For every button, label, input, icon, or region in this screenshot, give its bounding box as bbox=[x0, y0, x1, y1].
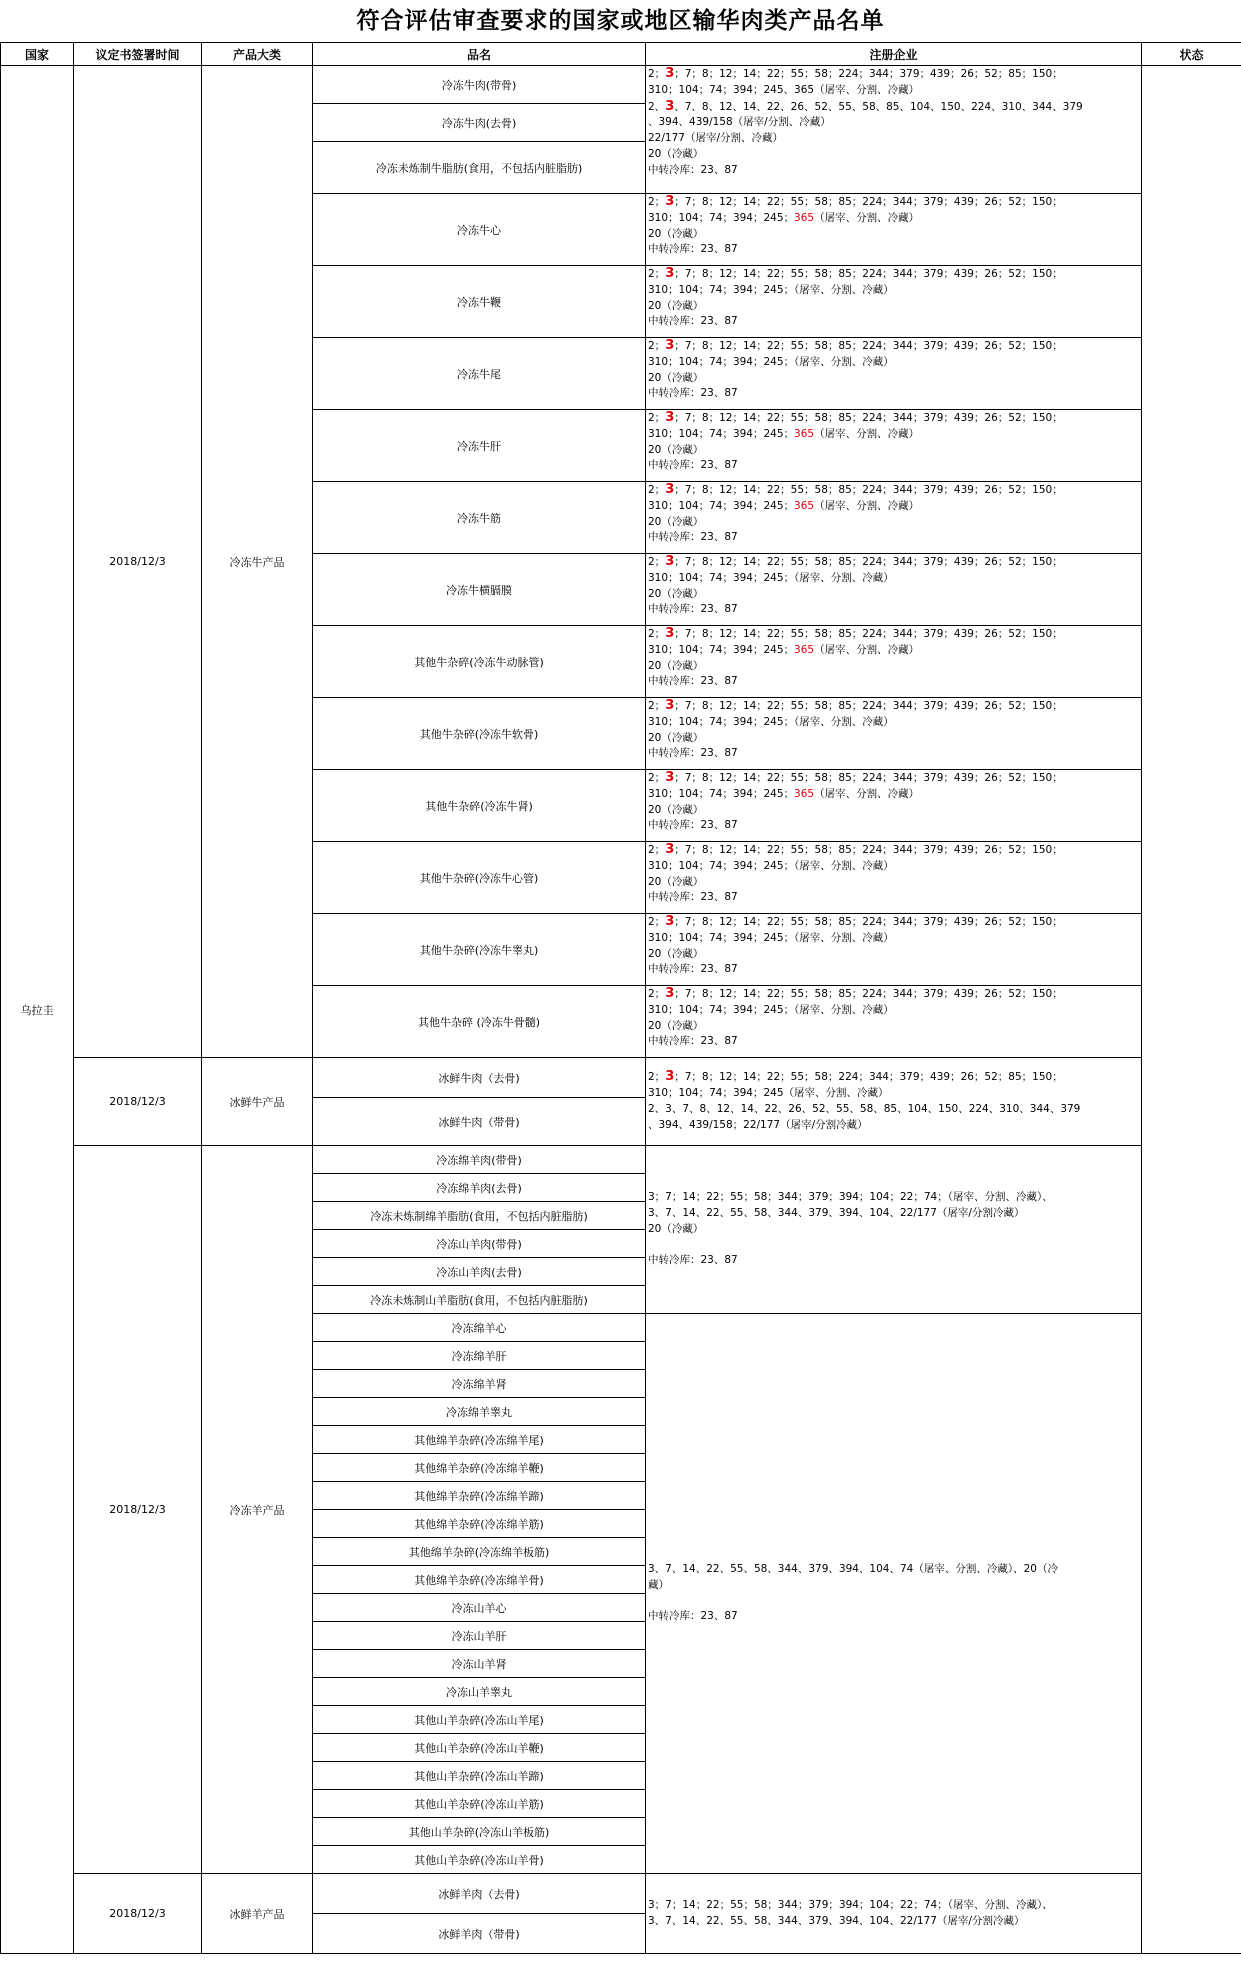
header-status: 状态 bbox=[1142, 43, 1241, 66]
product-name: 其他绵羊杂碎(冷冻绵羊筋) bbox=[313, 1510, 646, 1538]
product-name: 冷冻绵羊肉(去骨) bbox=[313, 1174, 646, 1202]
category-cell: 冷冻羊产品 bbox=[202, 1146, 313, 1874]
product-name: 其他山羊杂碎(冷冻山羊尾) bbox=[313, 1706, 646, 1734]
enterprise-cell: 3；7；14；22；55；58；344；379；394；104；22；74；（屠宰、分割、冷藏）、 3、7、14、22、55、58、344、379、394、104、22/177（屠宰/分割冷藏） bbox=[646, 1874, 1142, 1954]
product-name: 冷冻未炼制山羊脂肪(食用，不包括内脏脂肪) bbox=[313, 1286, 646, 1314]
table-row bbox=[1, 1146, 1241, 1174]
product-name: 冷冻山羊睾丸 bbox=[313, 1678, 646, 1706]
product-name: 冷冻牛肉(带骨) bbox=[313, 66, 646, 104]
header-date: 议定书签署时间 bbox=[74, 43, 202, 66]
enterprise-cell: 2；3；7；8；12；14；22；55；58；85；224；344；379；439；26；52；150； 310；104；74；394；245；365（屠宰、分割、冷藏） 20（冷藏） 中转冷库：23、87 bbox=[646, 626, 1142, 698]
status-cell bbox=[1142, 66, 1241, 1954]
product-name: 其他绵羊杂碎(冷冻绵羊尾) bbox=[313, 1426, 646, 1454]
product-name: 冷冻牛肉(去骨) bbox=[313, 104, 646, 142]
product-name: 冷冻绵羊心 bbox=[313, 1314, 646, 1342]
product-name: 其他牛杂碎 (冷冻牛骨髓) bbox=[313, 986, 646, 1058]
product-name: 冷冻山羊肾 bbox=[313, 1650, 646, 1678]
product-name: 冷冻牛横膈膜 bbox=[313, 554, 646, 626]
product-name: 冷冻山羊肉(去骨) bbox=[313, 1258, 646, 1286]
product-name: 其他绵羊杂碎(冷冻绵羊蹄) bbox=[313, 1482, 646, 1510]
product-name: 冷冻未炼制绵羊脂肪(食用，不包括内脏脂肪) bbox=[313, 1202, 646, 1230]
product-name: 冷冻牛鞭 bbox=[313, 266, 646, 338]
enterprise-cell: 2；3；7；8；12；14；22；55；58；85；224；344；379；439；26；52；150； 310；104；74；394；245；（屠宰、分割、冷藏） 20（冷藏） 中转冷库：23、87 bbox=[646, 554, 1142, 626]
date-cell: 2018/12/3 bbox=[74, 1146, 202, 1874]
product-name: 其他山羊杂碎(冷冻山羊骨) bbox=[313, 1846, 646, 1874]
table-row bbox=[1, 1058, 1241, 1098]
product-name: 冷冻牛筋 bbox=[313, 482, 646, 554]
enterprise-cell: 2；3；7；8；12；14；22；55；58；224；344；379；439；26；52；85；150； 310；104；74；394；245（屠宰、分割、冷藏） 2、3、7、8、12、14、22、26、52、55、58、85、104、150、224、310、344、379 、394、439/158；22/177（屠宰/分割冷藏） bbox=[646, 1058, 1142, 1146]
enterprise-cell: 3；7；14；22；55；58；344；379；394；104；22；74；（屠宰、分割、冷藏）、 3、7、14、22、55、58、344、379、394、104、22/177（屠宰/分割冷藏） 20（冷藏） 中转冷库：23、87 bbox=[646, 1146, 1142, 1314]
category-cell: 冰鲜羊产品 bbox=[202, 1874, 313, 1954]
enterprise-cell: 2；3；7；8；12；14；22；55；58；85；224；344；379；439；26；52；150； 310；104；74；394；245；（屠宰、分割、冷藏） 20（冷藏） 中转冷库：23、87 bbox=[646, 266, 1142, 338]
product-name: 冷冻牛心 bbox=[313, 194, 646, 266]
enterprise-cell: 2；3；7；8；12；14；22；55；58；85；224；344；379；439；26；52；150； 310；104；74；394；245；（屠宰、分割、冷藏） 20（冷藏） 中转冷库：23、87 bbox=[646, 842, 1142, 914]
table-row bbox=[1, 1874, 1241, 1914]
product-name: 其他牛杂碎(冷冻牛睾丸) bbox=[313, 914, 646, 986]
enterprise-cell: 2；3；7；8；12；14；22；55；58；85；224；344；379；439；26；52；150； 310；104；74；394；245；（屠宰、分割、冷藏） 20（冷藏） 中转冷库：23、87 bbox=[646, 914, 1142, 986]
product-name: 冰鲜牛肉（带骨) bbox=[313, 1098, 646, 1146]
product-name: 其他绵羊杂碎(冷冻绵羊鞭) bbox=[313, 1454, 646, 1482]
product-name: 其他山羊杂碎(冷冻山羊蹄) bbox=[313, 1762, 646, 1790]
enterprise-cell: 2；3；7；8；12；14；22；55；58；85；224；344；379；439；26；52；150； 310；104；74；394；245；（屠宰、分割、冷藏） 20（冷藏） 中转冷库：23、87 bbox=[646, 698, 1142, 770]
product-name: 冷冻山羊心 bbox=[313, 1594, 646, 1622]
category-cell: 冰鲜牛产品 bbox=[202, 1058, 313, 1146]
enterprise-cell: 2；3；7；8；12；14；22；55；58；85；224；344；379；439；26；52；150； 310；104；74；394；245；365（屠宰、分割、冷藏） 20（冷藏） 中转冷库：23、87 bbox=[646, 482, 1142, 554]
product-name: 其他牛杂碎(冷冻牛心管) bbox=[313, 842, 646, 914]
product-name: 冰鲜羊肉（带骨) bbox=[313, 1914, 646, 1954]
product-name: 冷冻未炼制牛脂肪(食用，不包括内脏脂肪) bbox=[313, 142, 646, 194]
product-name: 冰鲜牛肉（去骨) bbox=[313, 1058, 646, 1098]
product-name: 其他绵羊杂碎(冷冻绵羊骨) bbox=[313, 1566, 646, 1594]
enterprise-cell: 2；3；7；8；12；14；22；55；58；85；224；344；379；439；26；52；150； 310；104；74；394；245；365（屠宰、分割、冷藏） 20（冷藏） 中转冷库：23、87 bbox=[646, 194, 1142, 266]
product-name: 冷冻绵羊睾丸 bbox=[313, 1398, 646, 1426]
product-name: 冰鲜羊肉（去骨) bbox=[313, 1874, 646, 1914]
product-name: 冷冻绵羊肝 bbox=[313, 1342, 646, 1370]
enterprise-cell: 2；3；7；8；12；14；22；55；58；85；224；344；379；439；26；52；150； 310；104；74；394；245；（屠宰、分割、冷藏） 20（冷藏） 中转冷库：23、87 bbox=[646, 986, 1142, 1058]
header-country: 国家 bbox=[1, 43, 74, 66]
date-cell: 2018/12/3 bbox=[74, 1874, 202, 1954]
enterprise-cell: 2；3；7；8；12；14；22；55；58；85；224；344；379；439；26；52；150； 310；104；74；394；245；365（屠宰、分割、冷藏） 20（冷藏） 中转冷库：23、87 bbox=[646, 770, 1142, 842]
enterprise-cell: 2；3；7；8；12；14；22；55；58；85；224；344；379；439；26；52；150； 310；104；74；394；245；365（屠宰、分割、冷藏） 20（冷藏） 中转冷库：23、87 bbox=[646, 410, 1142, 482]
product-name: 冷冻山羊肝 bbox=[313, 1622, 646, 1650]
product-name: 冷冻牛尾 bbox=[313, 338, 646, 410]
header-enterprise: 注册企业 bbox=[646, 43, 1142, 66]
header-row bbox=[1, 43, 1241, 66]
date-cell: 2018/12/3 bbox=[74, 66, 202, 1058]
header-category: 产品大类 bbox=[202, 43, 313, 66]
page-title: 符合评估审查要求的国家或地区输华肉类产品名单 bbox=[356, 8, 885, 34]
product-name: 其他山羊杂碎(冷冻山羊鞭) bbox=[313, 1734, 646, 1762]
product-name: 其他牛杂碎(冷冻牛软骨) bbox=[313, 698, 646, 770]
header-product: 品名 bbox=[313, 43, 646, 66]
date-cell: 2018/12/3 bbox=[74, 1058, 202, 1146]
enterprise-cell: 2；3；7；8；12；14；22；55；58；85；224；344；379；439；26；52；150； 310；104；74；394；245；（屠宰、分割、冷藏） 20（冷藏） 中转冷库：23、87 bbox=[646, 338, 1142, 410]
product-name: 其他山羊杂碎(冷冻山羊板筋) bbox=[313, 1818, 646, 1846]
product-table bbox=[0, 42, 1241, 1954]
country-cell: 乌拉圭 bbox=[1, 66, 74, 1954]
product-name: 其他绵羊杂碎(冷冻绵羊板筋) bbox=[313, 1538, 646, 1566]
table-row bbox=[1, 66, 1241, 104]
product-name: 其他山羊杂碎(冷冻山羊筋) bbox=[313, 1790, 646, 1818]
enterprise-cell: 3、7、14、22、55、58、344、379、394、104、74（屠宰、分割、冷藏）、20（冷 藏） 中转冷库：23、87 bbox=[646, 1314, 1142, 1874]
product-name: 冷冻绵羊肉(带骨) bbox=[313, 1146, 646, 1174]
product-name: 其他牛杂碎(冷冻牛动脉管) bbox=[313, 626, 646, 698]
product-name: 冷冻山羊肉(带骨) bbox=[313, 1230, 646, 1258]
product-name: 冷冻绵羊肾 bbox=[313, 1370, 646, 1398]
category-cell: 冷冻牛产品 bbox=[202, 66, 313, 1058]
product-name: 冷冻牛肝 bbox=[313, 410, 646, 482]
enterprise-cell: 2；3；7；8；12；14；22；55；58；224；344；379；439；26；52；85；150； 310；104；74；394；245、365（屠宰、分割、冷藏） 2、3、7、8、12、14、22、26、52、55、58、85、104、150、224、310、344、379 、394、439/158（屠宰/分割、冷藏） 22/177（屠宰/分割、冷藏） 20（冷藏） 中转冷库：23、87 bbox=[646, 66, 1142, 194]
product-name: 其他牛杂碎(冷冻牛肾) bbox=[313, 770, 646, 842]
